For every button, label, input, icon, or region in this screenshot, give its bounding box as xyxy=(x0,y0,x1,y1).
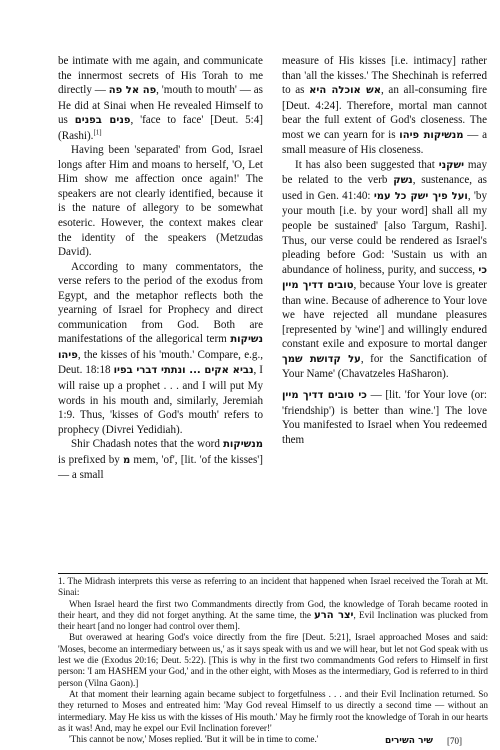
footnote-marker: [1] xyxy=(93,128,102,137)
hebrew-text: מנשיקות xyxy=(223,439,263,451)
hebrew-text: פה אל פה xyxy=(108,85,157,97)
hebrew-text: ועל פיך ישק כל עמי xyxy=(373,190,468,202)
text: , Evil Inclination was plucked from their heart [and no longer had control over them]. xyxy=(58,609,488,632)
text: , because Your love is greater than wine. Because of adherence to Your love we have rejected all mundane pleasures [represented by 'wine'] and willingly endured constant exile and exposure to mortal danger xyxy=(282,279,487,351)
footnote-paragraph xyxy=(58,599,488,633)
text: mem, 'of', [lit. 'of the kisses'] — a small xyxy=(58,453,263,482)
text: , 'face to face' [Deut. 5:4] (Rashi). xyxy=(58,114,263,142)
text: It has also been suggested that xyxy=(295,158,439,171)
footnote-paragraph: But overawed at hearing God's voice directly from the fire [Deut. 5:21], Israel approached Moses and said: 'Moses, become an intermediary between us,' as it says speak with us and we will hear, but let not God speak with us lest we die (Exodus 20:16; Deut. 5:22). [This is why in the first two commandments God refers to Himself in first person: 'I am HASHEM your God,' and in the other eight, with Moses as the intermediary, God is referred to in third person (Vilna Gaon).] xyxy=(58,632,488,688)
page-footer xyxy=(385,736,462,746)
paragraph xyxy=(282,158,487,382)
footnote xyxy=(58,576,488,745)
hebrew-text: נביא אקים ... ונתתי דברי בפיו xyxy=(113,365,254,377)
footnote-paragraph: 1. The Midrash interprets this verse as referring to an incident that happened when Israel received the Torah at Mt. Sinai: xyxy=(58,576,488,598)
page-number: [70] xyxy=(447,736,462,746)
text: — [lit. 'for Your love (or: 'friendship') is better than wine.'] The love You manifested to Israel when You redeemed them xyxy=(282,389,487,446)
text: may be related to the verb xyxy=(282,158,488,187)
left-column xyxy=(58,54,263,483)
text: is prefixed by xyxy=(58,453,123,466)
paragraph: Having been 'separated' from God, Israel longs after Him and moans to herself, 'O, Let Him show me affection once again!' The speakers are not clearly identified, because it is the nature of allegory to be somewhat esoteric. However, the context makes clear the identity of the speakers (Metzudas David). xyxy=(58,144,263,259)
footnote-divider xyxy=(58,573,488,574)
hebrew-text: נשיקות פיהו xyxy=(58,334,263,361)
hebrew-text: נשק xyxy=(393,175,413,187)
hebrew-text: כי טובים דדיך מיין xyxy=(282,264,487,292)
footnote-paragraph: At that moment their learning again became subject to forgetfulness . . . and their Evil Inclination returned. So they returned to Moses and entreated him: 'May God reveal Himself to us directly a second time — without an intermediary. May He kiss us with the kisses of His mouth.' May he firmly root the knowledge of Torah in our hearts as it was! And, may he expel our Evil Inclination forever!' xyxy=(58,688,488,733)
hebrew-text: פנים בפנים xyxy=(74,115,131,127)
hebrew-text: אש אוכלה היא xyxy=(309,85,382,97)
text: , I will raise up a prophet . . . and I will put My words in his mouth and, similarly, Jeremiah 1:9. Thus, 'kisses of God's mouth' refers to prophecy (Divrei Yedidiah). xyxy=(58,364,263,436)
text: , for the Sanctification of Your Name' (Chavatzeles HaSharon). xyxy=(282,352,488,381)
right-column xyxy=(282,54,487,447)
text: Shir Chadash notes that the word xyxy=(71,438,224,451)
text: — a small measure of His closeness. xyxy=(282,128,487,157)
text: , 'mouth to mouth' — as He did at Sinai when He revealed Himself to us xyxy=(58,84,264,127)
paragraph xyxy=(58,260,263,438)
text: , 'by your mouth [i.e. by your word] shall all my people be sustained' [also Targum, Rashi]. Thus, our verse could be rendered as Israel's pleading before God: 'Sustain us with an abundance of holiness, purity, and success, xyxy=(282,189,488,276)
text: When Israel heard the first two Commandments directly from God, the knowledge of Torah became rooted in their heart, and they did not forget anything. At the same time, the xyxy=(58,598,488,620)
paragraph xyxy=(58,54,263,143)
hebrew-text: ישקני xyxy=(438,159,465,171)
footnote-paragraph: 'This cannot be now,' Moses replied. 'But it will be in time to come.' xyxy=(69,734,319,745)
text: be intimate with me again, and communicate the innermost secrets of His Torah to me directly — xyxy=(58,55,263,97)
text: , an all-consuming fire [Deut. 4:24]. Therefore, mortal man cannot bear the full extent of God's closeness. The most we can yearn for is xyxy=(282,84,487,141)
hebrew-text: מנשיקות פיהו xyxy=(399,129,464,141)
paragraph xyxy=(58,437,263,483)
paragraph xyxy=(282,54,487,158)
paragraph xyxy=(282,388,487,447)
hebrew-lemma: כי טובים דדיך מיין xyxy=(282,390,367,402)
text: According to many commentators, the verse refers to the period of the exodus from Egypt, and the metaphor reflects both the yearning of Israel for Prophecy and direct communication from God. Both are manifestations of the allegorical term xyxy=(58,260,263,346)
hebrew-text: על קדושת שמך xyxy=(282,353,361,365)
running-title: שיר השירים xyxy=(384,736,433,746)
hebrew-text: מ xyxy=(123,454,131,466)
text: , the kisses of his 'mouth.' Compare, e.g., Deut. 18:18 xyxy=(58,348,263,377)
text: , sustenance, as used in Gen. 41:40: xyxy=(282,174,487,202)
hebrew-text: יצר הרע xyxy=(314,609,354,621)
text: measure of His kisses [i.e. intimacy] rather than 'all the kisses.' The Shechinah is referred to as xyxy=(282,55,487,97)
